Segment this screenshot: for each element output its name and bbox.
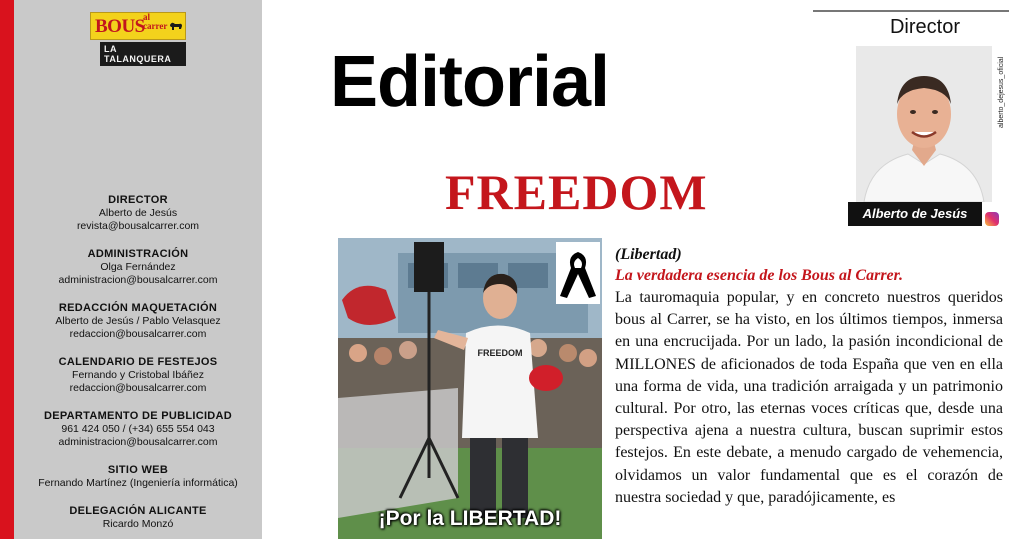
feature-illustration [338, 238, 602, 539]
contact-email[interactable]: administracion@bousalcarrer.com [58, 436, 218, 448]
contact-line: Ricardo Monzó [102, 518, 174, 530]
contact-redaccion [14, 301, 262, 341]
contact-email[interactable]: redaccion@bousalcarrer.com [69, 382, 207, 394]
director-name-caption: Alberto de Jesús [848, 202, 982, 226]
article-body: La tauromaquia popular, y en concreto nuestros queridos bous al Carrer, se ha visto, en los últimos tiempos, inmersa en una encrucijada. Por un lado, la pasión incondicional de MILLONES de aficionados de toda España que ven en ella una forma de vida, una tradición arraigada y un patrimonio cultural. Por otro, las eternas voces críticas que, desde una perspectiva ajena a nuestra cultura, buscan suprimir estos festejos. En este debate, a menudo cargado de vehemencia, olvidamos un valor fundamental que es el corazón de nuestra sociedad y que, paradójicamente, es [615, 289, 1003, 506]
logo-small-word: al carrer [143, 12, 168, 31]
contact-email[interactable]: redaccion@bousalcarrer.com [69, 328, 207, 340]
instagram-icon[interactable] [985, 212, 999, 226]
director-label: Director [889, 16, 960, 38]
article-column [615, 245, 1003, 509]
contact-calendario [14, 355, 262, 395]
contact-sitio-web [14, 463, 262, 490]
contact-line: Alberto de Jesús [98, 207, 178, 219]
contact-heading: DIRECTOR [108, 194, 168, 206]
contact-publicidad [14, 409, 262, 449]
contact-heading: DEPARTAMENTO DE PUBLICIDAD [43, 410, 233, 422]
bull-icon [169, 19, 183, 33]
logo-subtitle: LA TALANQUERA [100, 42, 186, 66]
contact-line: Fernando Martínez (Ingeniería informática) [38, 477, 238, 489]
article-title: FREEDOM [445, 164, 708, 220]
feature-caption: ¡Por la LIBERTAD! [378, 507, 562, 530]
feature-photo [338, 238, 602, 539]
article-lead: La verdadera esencia de los Bous al Carrer. [615, 267, 903, 284]
director-portrait [856, 46, 992, 202]
shirt-text: FREEDOM [477, 348, 523, 358]
contact-line: Olga Fernández [100, 261, 176, 273]
top-divider [813, 10, 1009, 12]
contact-phone[interactable]: 961 424 050 / (+34) 655 554 043 [61, 423, 215, 435]
director-photo [856, 46, 992, 202]
contact-heading: DELEGACIÓN ALICANTE [69, 505, 207, 517]
contact-alicante [14, 504, 262, 531]
article-kicker: (Libertad) [615, 246, 682, 263]
logo-word: BOUS [95, 16, 145, 37]
contact-heading: SITIO WEB [107, 464, 169, 476]
instagram-handle[interactable]: alberto_dejesus_oficial [998, 56, 1005, 128]
page-title: Editorial [330, 42, 610, 122]
magazine-logo[interactable] [90, 10, 186, 62]
contact-email[interactable]: revista@bousalcarrer.com [76, 220, 200, 232]
contact-heading: CALENDARIO DE FESTEJOS [58, 356, 218, 368]
logo-banner [90, 12, 186, 40]
contact-email[interactable]: administracion@bousalcarrer.com [58, 274, 218, 286]
contact-director [14, 193, 262, 233]
contact-line: Alberto de Jesús / Pablo Velasquez [55, 315, 221, 327]
contact-heading: ADMINISTRACIÓN [87, 248, 189, 260]
contact-heading: REDACCIÓN MAQUETACIÓN [58, 302, 218, 314]
contact-line: Fernando y Cristobal Ibáñez [72, 369, 204, 381]
left-red-rule [0, 0, 14, 539]
contact-administracion [14, 247, 262, 287]
